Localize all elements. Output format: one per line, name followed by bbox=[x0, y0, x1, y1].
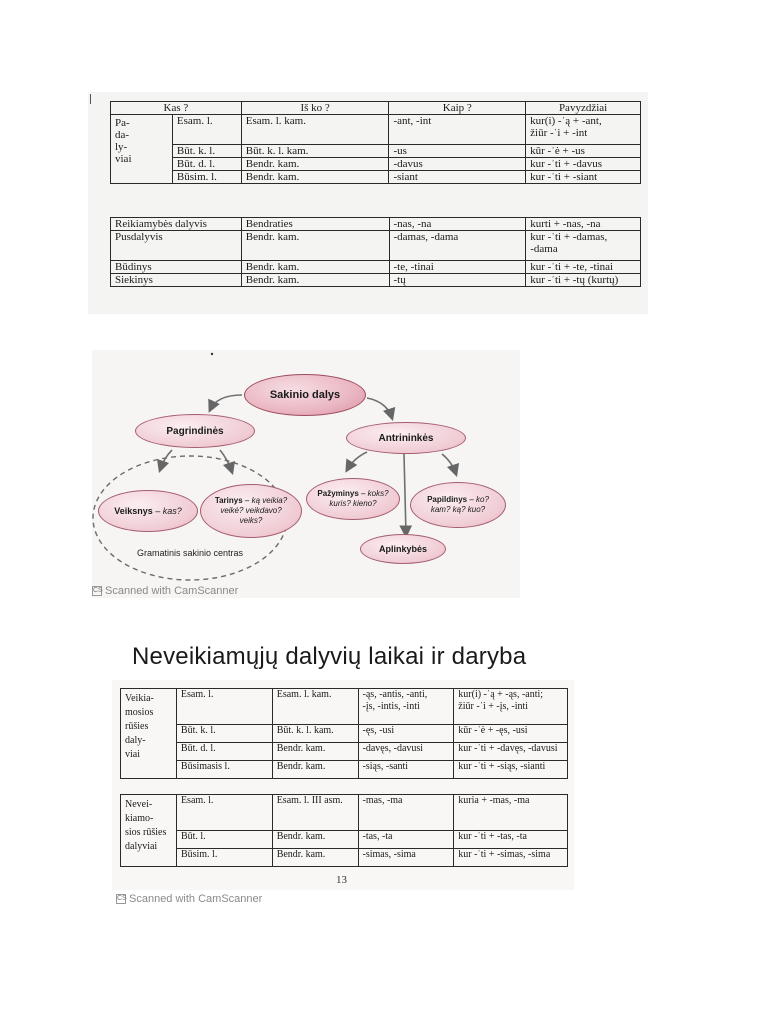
sentence-parts-diagram bbox=[92, 350, 520, 598]
cell-pavyzdziai: kur -ˈti + -davęs, -davusi bbox=[454, 743, 568, 761]
cell-is-ko: Bendr. kam. bbox=[241, 274, 389, 287]
cell-kaip: -us bbox=[389, 145, 526, 158]
cell-kaip: -ęs, -usi bbox=[358, 725, 454, 743]
label-tarinys: Tarinys bbox=[214, 496, 243, 505]
page-heading: Neveikiamųjų dalyvių laikai ir daryba bbox=[132, 643, 527, 670]
camscanner-text: Scanned with CamScanner bbox=[129, 893, 263, 905]
cell-is-ko: Būt. k. l. kam. bbox=[272, 725, 358, 743]
cell-kas: Būdinys bbox=[111, 261, 242, 274]
cell-kaip: -damas, -dama bbox=[389, 231, 526, 261]
question-veiksnys: – kas? bbox=[155, 506, 182, 516]
table-row bbox=[111, 274, 641, 287]
question-tarinys: – ką veikia? veikė? veikdavo? veiks? bbox=[220, 496, 288, 525]
cell-kaip: -tas, -ta bbox=[358, 831, 454, 849]
camscanner-badge-1 bbox=[92, 585, 238, 597]
cell-pavyzdziai: kur -ˈti + -siąs, -sianti bbox=[454, 761, 568, 779]
passive-participles-table bbox=[120, 794, 568, 867]
cell-pavyzdziai: kur -ˈti + -davus bbox=[526, 158, 641, 171]
cell-kas: Būt. d. l. bbox=[176, 743, 272, 761]
cell-kaip: -tų bbox=[389, 274, 526, 287]
table-row bbox=[111, 158, 641, 171]
cell-pavyzdziai: kuria + -mas, -ma bbox=[454, 795, 568, 831]
cell-kas: Esam. l. bbox=[176, 795, 272, 831]
cell-kas: Būt. d. l. bbox=[172, 158, 241, 171]
table-row bbox=[111, 261, 641, 274]
node-aplinkybes: Aplinkybės bbox=[360, 534, 446, 564]
node-pagrindines: Pagrindinės bbox=[135, 414, 255, 448]
label-pazyminys: Pažyminys bbox=[317, 489, 359, 498]
cell-pavyzdziai: kur(i) -ˈą + -ąs, -anti; žiūr -ˈi + -įs, -inti bbox=[454, 689, 568, 725]
header-kaip: Kaip ? bbox=[389, 102, 526, 115]
cell-pavyzdziai: kur -ˈti + -damas, -dama bbox=[526, 231, 641, 261]
header-is-ko: Iš ko ? bbox=[241, 102, 389, 115]
cell-kaip: -siąs, -santi bbox=[358, 761, 454, 779]
cell-is-ko: Bendr. kam. bbox=[241, 158, 389, 171]
cell-is-ko: Esam. l. kam. bbox=[241, 115, 389, 145]
cell-kas: Esam. l. bbox=[176, 689, 272, 725]
scan-table-1 bbox=[88, 92, 648, 314]
cell-pavyzdziai: kūr -ˈė + -us bbox=[526, 145, 641, 158]
label-papildinys: Papildinys bbox=[427, 495, 468, 504]
cell-kaip: -davus bbox=[389, 158, 526, 171]
arrow-root-main bbox=[210, 395, 242, 410]
cell-kaip: -mas, -ma bbox=[358, 795, 454, 831]
question-pazyminys: – koks? kuris? kieno? bbox=[329, 489, 389, 508]
table-row bbox=[121, 725, 568, 743]
cell-kaip: -siant bbox=[389, 171, 526, 184]
node-sakinio-dalys: Sakinio dalys bbox=[244, 374, 366, 416]
center-label: Gramatinis sakinio centras bbox=[136, 548, 244, 558]
node-antrininkes: Antrininkės bbox=[346, 422, 466, 454]
cell-is-ko: Bendr. kam. bbox=[272, 761, 358, 779]
cell-kas: Būsim. l. bbox=[172, 171, 241, 184]
cell-kas: Būsim. l. bbox=[176, 849, 272, 867]
node-papildinys bbox=[410, 482, 506, 528]
cell-pavyzdziai: kur(i) -ˈą + -ant, žiūr -ˈi + -int bbox=[526, 115, 641, 145]
cell-is-ko: Bendr. kam. bbox=[241, 261, 389, 274]
page-number: 13 bbox=[336, 874, 347, 886]
arrow-secondary-attribute bbox=[347, 452, 367, 470]
cell-kas: Reikiamybės dalyvis bbox=[111, 218, 242, 231]
group-label-veikiamosios: Veikia- mosios rūšies daly- viai bbox=[121, 689, 177, 779]
table-row bbox=[111, 218, 641, 231]
cell-is-ko: Bendr. kam. bbox=[272, 743, 358, 761]
node-pazyminys bbox=[306, 478, 400, 520]
cell-kas: Būt. k. l. bbox=[172, 145, 241, 158]
camscanner-badge-2 bbox=[116, 893, 262, 905]
arrow-secondary-object bbox=[442, 454, 456, 474]
cell-kas: Būt. k. l. bbox=[176, 725, 272, 743]
cell-kas: Būsimasis l. bbox=[176, 761, 272, 779]
camscanner-icon: CS bbox=[117, 895, 127, 903]
camscanner-icon: CS bbox=[93, 587, 103, 595]
cell-is-ko: Bendr. kam. bbox=[272, 831, 358, 849]
cell-pavyzdziai: kur -ˈti + -te, -tinai bbox=[526, 261, 641, 274]
cell-is-ko: Būt. k. l. kam. bbox=[241, 145, 389, 158]
arrow-root-secondary bbox=[367, 398, 392, 418]
question-papildinys: – ko? kam? ką? kuo? bbox=[430, 495, 489, 514]
cell-kas: Siekinys bbox=[111, 274, 242, 287]
table-header-row bbox=[111, 102, 641, 115]
table-row bbox=[121, 689, 568, 725]
participles-table bbox=[110, 101, 641, 184]
cell-kas: Esam. l. bbox=[172, 115, 241, 145]
table-row bbox=[111, 231, 641, 261]
table-row bbox=[111, 145, 641, 158]
cell-is-ko: Bendr. kam. bbox=[241, 171, 389, 184]
scan-table-2 bbox=[112, 680, 574, 890]
header-pavyzdziai: Pavyzdžiai bbox=[526, 102, 641, 115]
table-row bbox=[111, 171, 641, 184]
table-row bbox=[121, 743, 568, 761]
cell-is-ko: Esam. l. III asm. bbox=[272, 795, 358, 831]
active-participles-table bbox=[120, 688, 568, 779]
cell-kaip: -ant, -int bbox=[389, 115, 526, 145]
camscanner-text: Scanned with CamScanner bbox=[105, 585, 239, 597]
scan-mark bbox=[90, 94, 91, 104]
cell-kaip: -simas, -sima bbox=[358, 849, 454, 867]
cell-pavyzdziai: kur -ˈti + -tas, -ta bbox=[454, 831, 568, 849]
cell-kaip: -ąs, -antis, -anti, -įs, -intis, -inti bbox=[358, 689, 454, 725]
table-row bbox=[121, 831, 568, 849]
other-forms-table bbox=[110, 217, 641, 287]
cell-is-ko: Bendr. kam. bbox=[241, 231, 389, 261]
arrow-secondary-adverbial bbox=[404, 454, 406, 535]
group-label-dalyviai: Pa- da- ly- viai bbox=[111, 115, 173, 184]
group-label-neveikiamosios: Nevei- kiamo- sios rūšies dalyviai bbox=[121, 795, 177, 867]
table-row bbox=[121, 795, 568, 831]
cell-pavyzdziai: kur -ˈti + -simas, -sima bbox=[454, 849, 568, 867]
table-row bbox=[121, 761, 568, 779]
cell-pavyzdziai: kūr -ˈė + -ęs, -usi bbox=[454, 725, 568, 743]
node-tarinys bbox=[200, 484, 302, 538]
cell-kaip: -nas, -na bbox=[389, 218, 526, 231]
arrow-main-subject bbox=[160, 450, 172, 470]
cell-pavyzdziai: kurti + -nas, -na bbox=[526, 218, 641, 231]
node-veiksnys bbox=[98, 490, 198, 532]
cell-kaip: -te, -tinai bbox=[389, 261, 526, 274]
cell-kas: Būt. l. bbox=[176, 831, 272, 849]
cell-kaip: -davęs, -davusi bbox=[358, 743, 454, 761]
table-row bbox=[121, 849, 568, 867]
cell-pavyzdziai: kur -ˈti + -tų (kurtų) bbox=[526, 274, 641, 287]
cell-is-ko: Bendraties bbox=[241, 218, 389, 231]
cell-kas: Pusdalyvis bbox=[111, 231, 242, 261]
cell-is-ko: Bendr. kam. bbox=[272, 849, 358, 867]
cell-pavyzdziai: kur -ˈti + -siant bbox=[526, 171, 641, 184]
table-row bbox=[111, 115, 641, 145]
label-veiksnys: Veiksnys bbox=[114, 506, 153, 516]
header-kas: Kas ? bbox=[111, 102, 242, 115]
cell-is-ko: Esam. l. kam. bbox=[272, 689, 358, 725]
